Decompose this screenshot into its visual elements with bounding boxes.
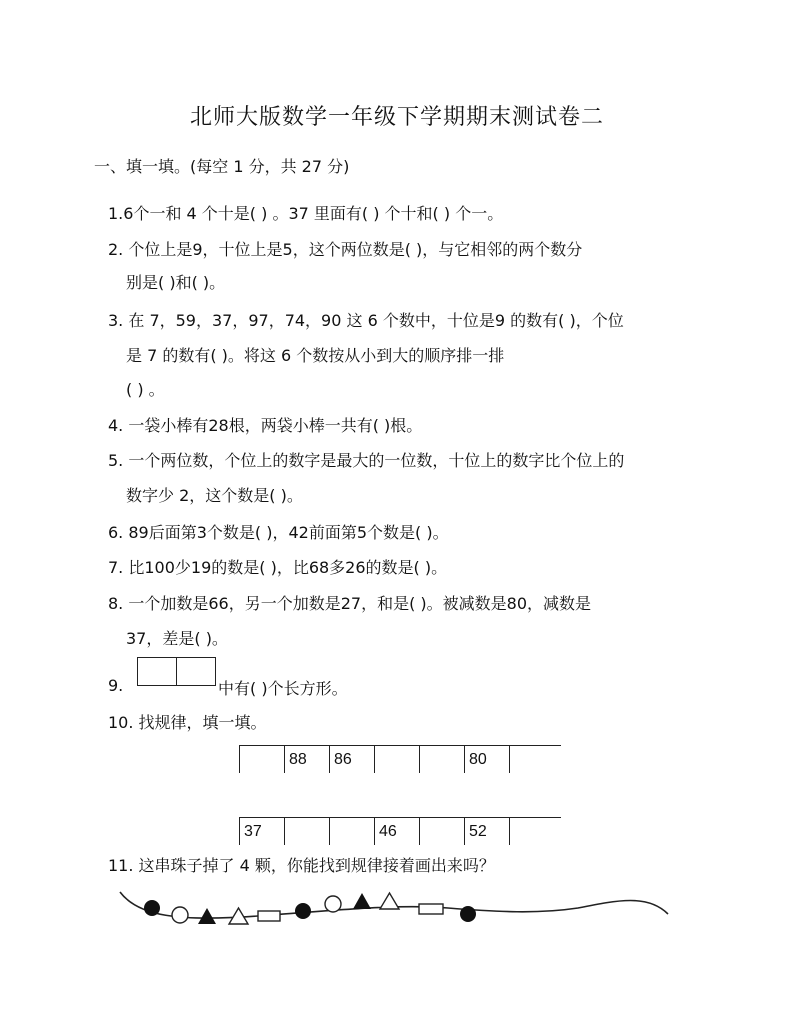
sequence-table-2	[239, 818, 554, 845]
bead-4-white-triangle-icon	[229, 908, 248, 924]
sequence-table-1	[239, 746, 554, 773]
question-4: 4. 一袋小棒有28根，两袋小棒一共有( )根。	[108, 416, 423, 435]
question-8-line-1: 8. 一个加数是66，另一个加数是27，和是( )。被减数是80，减数是	[108, 594, 592, 613]
question-5-line-2: 数字少 2，这个数是( )。	[126, 486, 303, 505]
sequence-1-cell[interactable]	[240, 746, 285, 773]
question-2-line-2: 别是( )和( )。	[126, 273, 226, 292]
bead-string	[118, 878, 678, 938]
question-3-line-3: ( ) 。	[126, 380, 165, 399]
sequence-2-cell: 37	[240, 818, 285, 845]
bead-9-white-triangle-icon	[380, 893, 399, 909]
question-1: 1.6个一和 4 个十是( ) 。37 里面有( ) 个十和( ) 个一。	[108, 204, 504, 223]
question-6: 6. 89后面第3个数是( )，42前面第5个数是( )。	[108, 523, 449, 542]
page-title: 北师大版数学一年级下学期期末测试卷二	[189, 105, 604, 130]
question-5-line-1: 5. 一个两位数，个位上的数字是最大的一位数，十位上的数字比个位上的	[108, 451, 625, 470]
sequence-1-cell: 88	[285, 746, 330, 773]
sequence-2-cell[interactable]	[420, 818, 465, 845]
bead-6-black-circle-icon	[295, 903, 311, 919]
sequence-2-cell: 52	[465, 818, 510, 845]
sequence-2-cell[interactable]	[510, 818, 555, 845]
sequence-2-cell[interactable]	[330, 818, 375, 845]
sequence-1-cell[interactable]	[510, 746, 555, 773]
sequence-1-cell[interactable]	[375, 746, 420, 773]
question-10: 10. 找规律，填一填。	[108, 713, 267, 732]
question-9-text: 中有( )个长方形。	[218, 679, 348, 698]
sequence-1-cell[interactable]	[420, 746, 465, 773]
sequence-2-cell[interactable]	[285, 818, 330, 845]
sequence-1-cell: 86	[330, 746, 375, 773]
question-3-line-1: 3. 在 7，59，37，97，74，90 这 6 个数中，十位是9 的数有( )，个位	[108, 311, 624, 330]
rectangle-figure	[137, 657, 217, 686]
section-heading-fill-in: 一、填一填。(每空 1 分，共 27 分)	[94, 157, 350, 176]
bead-11-black-circle-icon	[460, 906, 476, 922]
bead-8-black-triangle-icon	[353, 893, 371, 909]
bead-2-white-circle-icon	[172, 907, 188, 923]
bead-10-rectangle-icon	[419, 904, 443, 914]
rectangle-cell-right	[176, 657, 216, 686]
question-11: 11. 这串珠子掉了 4 颗，你能找到规律接着画出来吗？	[108, 856, 495, 875]
question-8-line-2: 37，差是( )。	[126, 629, 228, 648]
question-2-line-1: 2. 个位上是9，十位上是5，这个两位数是( )，与它相邻的两个数分	[108, 240, 583, 259]
bead-1-black-circle-icon	[144, 900, 160, 916]
rectangle-cell-left	[137, 657, 177, 686]
bead-3-black-triangle-icon	[198, 908, 216, 924]
question-7: 7. 比100少19的数是( )，比68多26的数是( )。	[108, 558, 448, 577]
sequence-2-cell: 46	[375, 818, 420, 845]
bead-5-rectangle-icon	[258, 911, 280, 921]
bead-7-white-circle-icon	[325, 896, 341, 912]
question-9-number: 9.	[108, 676, 124, 695]
sequence-1-cell: 80	[465, 746, 510, 773]
question-3-line-2: 是 7 的数有( )。将这 6 个数按从小到大的顺序排一排	[126, 346, 505, 365]
